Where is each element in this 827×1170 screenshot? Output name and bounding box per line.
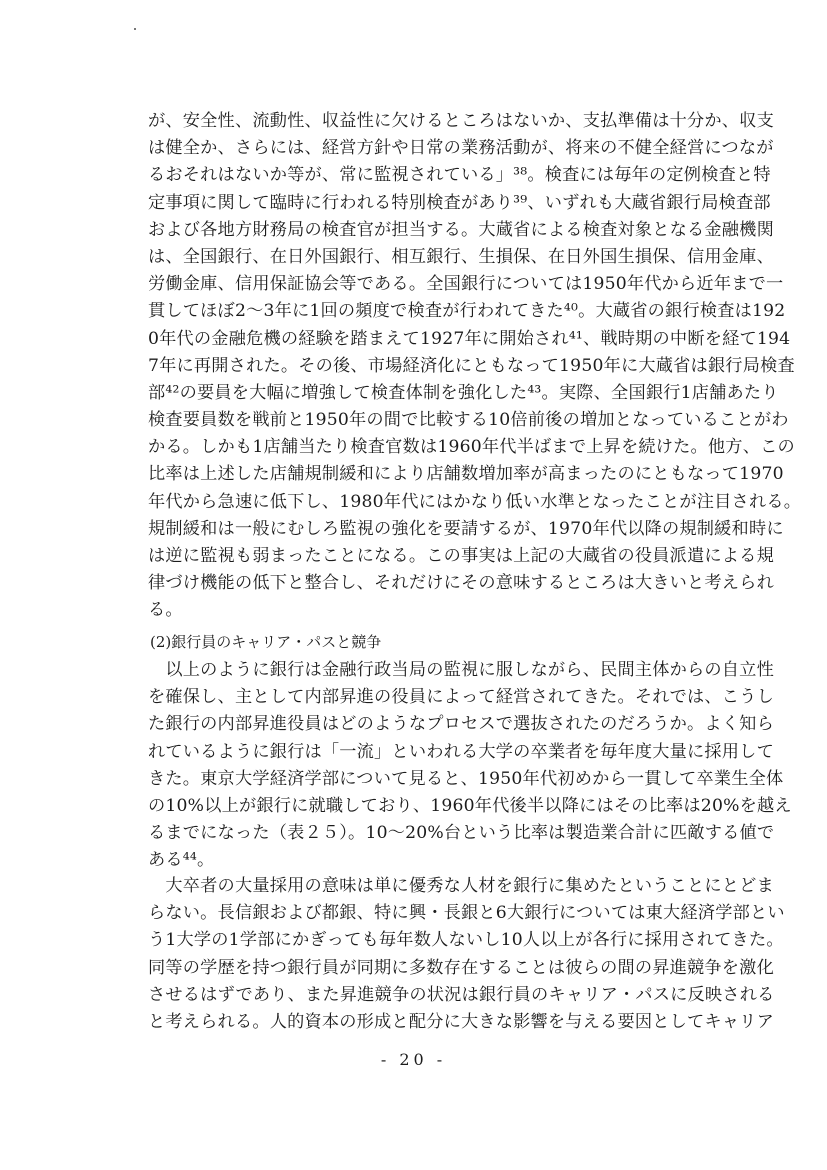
scan-speck [134,28,136,30]
text-line: および各地方財務局の検査官が担当する。大蔵省による検査対象となる金融機関 [148,219,774,240]
text-line: 7年に再開された。その後、市場経済化にともなって1950年に大蔵省は銀行局検査 [148,355,795,376]
text-line: 貫してほぼ2〜3年に1回の頻度で検査が行われてきた⁴⁰。大蔵省の銀行検査は192 [148,301,786,322]
text-line: 0年代の金融危機の経験を踏まえて1927年に開始され⁴¹、戦時期の中断を経て194 [148,328,791,349]
text-line: と考えられる。人的資本の形成と配分に大きな影響を与える要因としてキャリア [148,1011,774,1032]
text-line: 比率は上述した店舗規制緩和により店舗数増加率が高まったのにともなって1970 [148,464,784,485]
paragraph-bank-inspection [148,108,802,625]
text-line: きた。東京大学経済学部について見ると、1950年代初めから一貫して卒業生全体 [148,768,784,789]
text-line: 年代から急速に低下し、1980年代にはかなり低い水準となったことが注目される。 [148,491,802,512]
text-line: は、全国銀行、在日外国銀行、相互銀行、生損保、在日外国生損保、信用金庫、 [148,246,774,267]
text-line: を確保し、主として内部昇進の役員によって経営されてきた。それでは、こうし [148,687,774,708]
text-line: は健全か、さらには、経営方針や日常の業務活動が、将来の不健全経営につなが [148,138,774,159]
text-line: が、安全性、流動性、収益性に欠けるところはないか、支払準備は十分か、収支 [148,111,774,131]
text-line: た銀行の内部昇進役員はどのようなプロセスで選抜されたのだろうか。よく知ら [148,714,774,735]
text-line: させるはずであり、また昇進競争の状況は銀行員のキャリア・パスに反映される [148,984,775,1005]
text-line: 部⁴²の要員を大幅に増強して検査体制を強化した⁴³。実際、全国銀行1店舗あたり [148,382,779,403]
text-line: らない。長信銀および都銀、特に興・長銀と6大銀行については東大経済学部とい [148,903,785,924]
text-line: るまでになった（表２５）。10〜20%台という比率は製造業合計に匹敵する値で [148,823,775,844]
text-line: ある⁴⁴。 [148,850,215,871]
text-line: るおそれはないか等が、常に監視されている」³⁸。検査には毎年の定例検査と特 [148,165,771,186]
text-line: かる。しかも1店舗当たり検査官数は1960年代半ばまで上昇を続けた。他方、この [148,437,795,458]
text-line: る。 [148,600,183,621]
text-line: 検査要員数を戦前と1950年の間で比較する10倍前後の増加となっていることがわ [148,410,789,431]
text-line: う1大学の1学部にかぎっても毎年数人ないし10人以上が各行に採用されてきた。 [148,930,784,951]
text-line: 律づけ機能の低下と整合し、それだけにその意味するところは大きいと考えられ [148,573,774,594]
text-line: 以上のように銀行は金融行政当局の監視に服しながら、民間主体からの自立性 [148,660,774,680]
text-line: 大卒者の大量採用の意味は単に優秀な人材を銀行に集めたということにとどま [148,876,774,896]
paragraph-career-path [148,657,792,875]
text-line: の10%以上が銀行に就職しており、1960年代後半以降にはその比率は20%を越え [148,795,792,816]
section-heading: (2)銀行員のキャリア・パスと競争 [150,633,382,651]
page-number: - 20 - [380,1050,447,1069]
text-line: は逆に監視も弱まったことになる。この事実は上記の大蔵省の役員派遣による規 [148,546,774,566]
text-line: 労働金庫、信用保証協会等である。全国銀行については1950年代から近年まで一 [148,274,784,295]
text-line: 同等の学歴を持つ銀行員が同期に多数存在することは彼らの間の昇進競争を激化 [148,957,774,978]
paragraph-graduate-hiring [148,873,785,1036]
text-line: れているように銀行は「一流」といわれる大学の卒業者を毎年度大量に採用して [148,741,774,762]
text-line: 規制緩和は一般にむしろ監視の強化を要請するが、1970年代以降の規制緩和時に [148,518,784,539]
text-line: 定事項に関して臨時に行われる特別検査があり³⁹、いずれも大蔵省銀行局検査部 [148,192,771,213]
